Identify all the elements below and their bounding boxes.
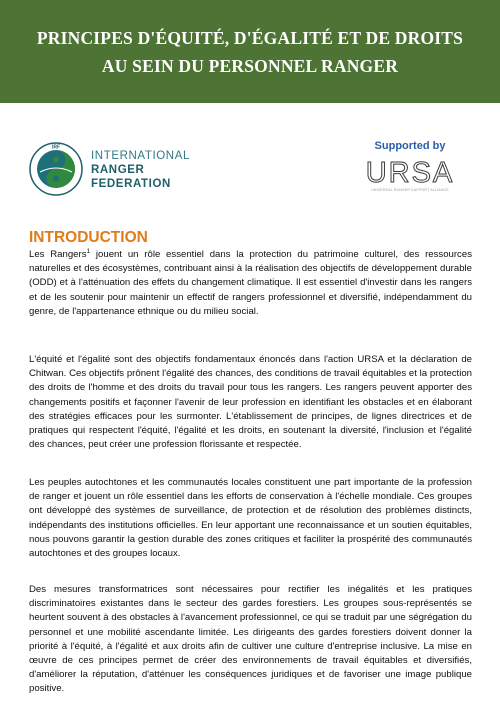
irf-name: [91, 149, 190, 191]
intro-paragraph-2: L'équité et l'égalité sont des objectifs fondamentaux énoncés dans l'action URSA et la déclaration de Chitwan. Ces objectifs prônent l'égalité des chances, des conditions de travail équitables et la protection des droits de l'homme et des droits du travail pour tous les rangers. Les rangers peuvent apporter des changements positifs et façonner l'avenir de leur profession en identifiant les obstacles et en élaborant des stratégies efficaces pour les surmonter. L'établissement de principes, de lignes directrices et de pratiques qui respectent l'équité, l'égalité et les droits, en soutenant la diversité, l'inclusion et l'égalité des chances, peut créer une profession florissante et respectée.: [29, 354, 472, 451]
title-line-1: PRINCIPES D'ÉQUITÉ, D'ÉGALITÉ ET DE DROITS: [36, 27, 464, 48]
irf-name-line-2: RANGER: [91, 164, 145, 176]
ursa-logo: [360, 140, 460, 200]
p1-start: Les Rangers: [29, 249, 87, 260]
irf-emblem-text: IRF: [51, 144, 61, 151]
section-heading: INTRODUCTION: [29, 229, 148, 246]
ursa-tagline: UNIVERSAL RANGER SUPPORT ALLIANCE: [371, 188, 449, 192]
irf-emblem-icon: [29, 142, 83, 196]
intro-paragraph-3: Les peuples autochtones et les communautés locales constituent une part importante de la profession de ranger et jouent un rôle essentiel dans les efforts de conservation à l'échelle mondiale. Ces groupes ont développé des systèmes de surveillance, de protection et de résolution des problèmes distincts, indépendants des institutions officielles. En leur apportant une reconnaissance et un soutien équitables, nous pouvons garantir la gestion durable des zones critiques et faciliter la prospérité des communautés autochtones et des groupes locaux.: [29, 477, 472, 560]
irf-logo: [29, 142, 209, 200]
p1-rest: jouent un rôle essentiel dans la protection du patrimoine culturel, des ressources naturelles et des écosystèmes, contribuant ainsi à la réalisation des objectifs de développement durable (ODD) et à l'atténuation des effets du changement climatique. Il est essentiel d'investir dans les rangers et de les soutenir pour maintenir un effectif de rangers professionnel et diversifié, indépendamment du genre, de l'appartenance ethnique ou du milieu social.: [29, 249, 472, 317]
title-line-2: AU SEIN DU PERSONNEL RANGER: [101, 55, 399, 76]
supported-by-label: Supported by: [374, 140, 446, 152]
irf-name-line-3: FEDERATION: [91, 178, 171, 190]
irf-name-line-1: INTERNATIONAL: [91, 150, 190, 162]
footnote-marker[interactable]: 1: [86, 247, 91, 255]
ursa-wordmark-text: URSA: [365, 157, 455, 186]
title-banner: [0, 0, 500, 103]
intro-paragraph-1: [29, 248, 472, 319]
intro-paragraph-4: Des mesures transformatrices sont nécessaires pour rectifier les inégalités et les pratiques discriminatoires existantes dans le secteur des gardes forestiers. Les groupes sous-représentés se heurtent souvent à des obstacles à l'avancement professionnel, ce qui se traduit par une ségrégation du personnel et une mobilité ascendante limitée. Les dirigeants des gardes forestiers doivent donner la priorité à l'équité, à l'égalité et aux droits afin de cultiver une culture d'entreprise inclusive. La mise en œuvre de ces principes permet de créer des environnements de travail équitables et diversifiés, d'améliorer la réputation, d'atténuer les conséquences juridiques et de favoriser une image publique positive.: [29, 584, 472, 695]
ursa-wordmark: [364, 156, 456, 186]
